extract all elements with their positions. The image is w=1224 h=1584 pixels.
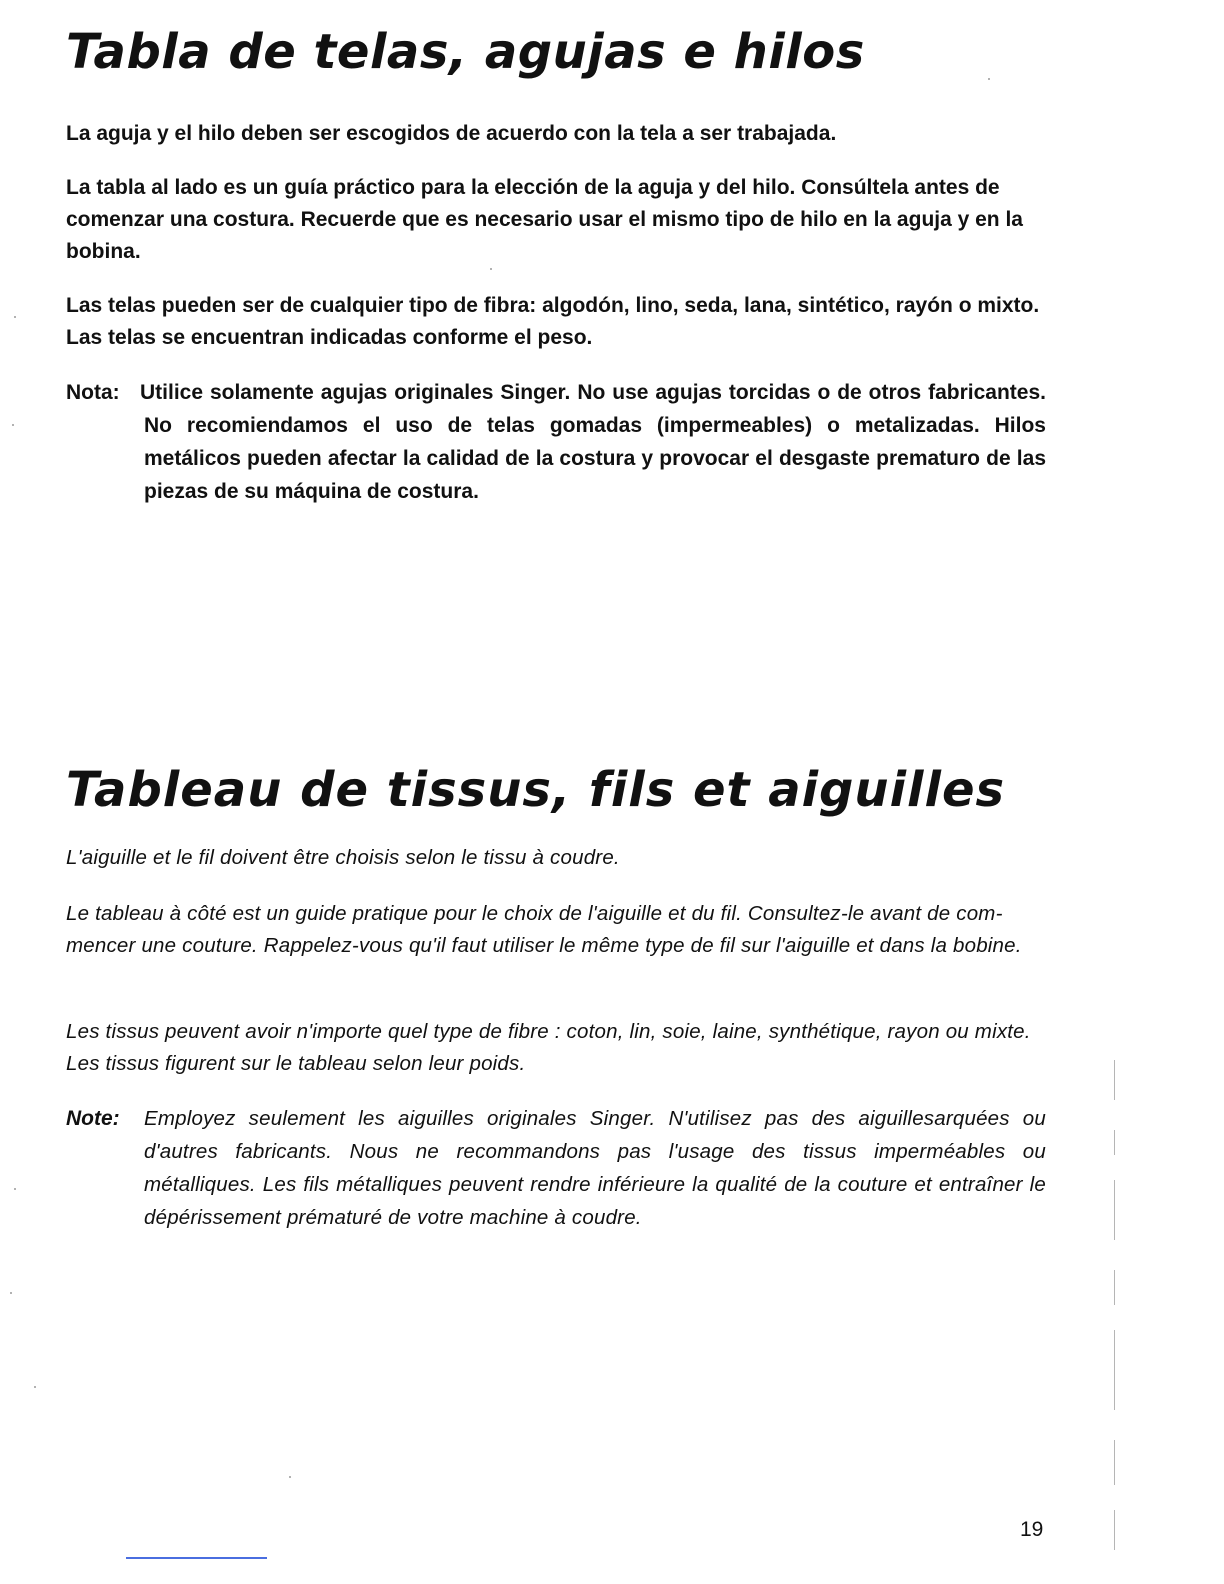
scan-speck <box>490 268 492 270</box>
spanish-paragraph-3: Las telas pueden ser de cualquier tipo de fibra: algodón, lino, seda, lana, sintético, rayón o mixto. Las telas se encuentran indicadas conforme el peso. <box>66 294 1040 349</box>
scan-line-artifact <box>126 1557 267 1559</box>
page-number: 19 <box>1020 1518 1044 1541</box>
spanish-note <box>66 376 1046 508</box>
french-note-text: Employez seulement les aiguilles originales Singer. N'utilisez pas des aiguillesarquées ou d'autres fabricants. Nous ne recommandons pas l'usage des tissus imperméables ou métalliques. Les fils métalliques peuvent rendre inférieure la qualité de la couture et entraîner le dépérissement prématuré de votre machine à coudre. <box>144 1107 1046 1229</box>
scan-speck <box>14 1188 16 1190</box>
scan-speck <box>10 1292 12 1294</box>
spanish-note-text: Utilice solamente agujas originales Singer. No use agujas torcidas o de otros fabricantes. No recomiendamos el uso de telas gomadas (impermeables) o metalizadas. Hilos metálicos pueden afectar la calidad de la costura y provocar el desgaste prematuro de las piezas de su máquina de costura. <box>140 381 1046 503</box>
french-paragraph-1: L'aiguille et le fil doivent être choisis selon le tissu à coudre. <box>66 846 620 869</box>
scan-speck <box>34 1386 36 1388</box>
french-note-label: Note: <box>66 1107 120 1130</box>
scan-speck <box>289 1476 291 1478</box>
spanish-paragraph-2: La tabla al lado es un guía práctico para la elección de la aguja y del hilo. Consúltela antes de comenzar una costura. Recuerde que es necesario usar el mismo tipo de hilo en la aguja y en la bobina. <box>66 176 1023 263</box>
spanish-note-label: Nota: <box>66 381 120 404</box>
scan-edge-artifact <box>1112 1060 1118 1560</box>
spanish-title: Tabla de telas, agujas e hilos <box>66 24 865 80</box>
scan-speck <box>14 316 16 318</box>
french-paragraph-2: Le tableau à côté est un guide pratique pour le choix de l'aiguille et du fil. Consultez-le avant de com-mencer une couture. Rappelez-vous qu'il faut utiliser le même type de fil sur l'aiguille et dans la bobine. <box>66 902 1022 957</box>
scan-speck <box>988 78 990 80</box>
french-note <box>66 1102 1046 1234</box>
french-paragraph-3: Les tissus peuvent avoir n'importe quel type de fibre : coton, lin, soie, laine, synthétique, rayon ou mixte. Les tissus figurent sur le tableau selon leur poids. <box>66 1020 1031 1075</box>
french-title: Tableau de tissus, fils et aiguilles <box>66 762 1006 818</box>
spanish-paragraph-1: La aguja y el hilo deben ser escogidos de acuerdo con la tela a ser trabajada. <box>66 122 837 145</box>
scan-speck <box>12 424 14 426</box>
